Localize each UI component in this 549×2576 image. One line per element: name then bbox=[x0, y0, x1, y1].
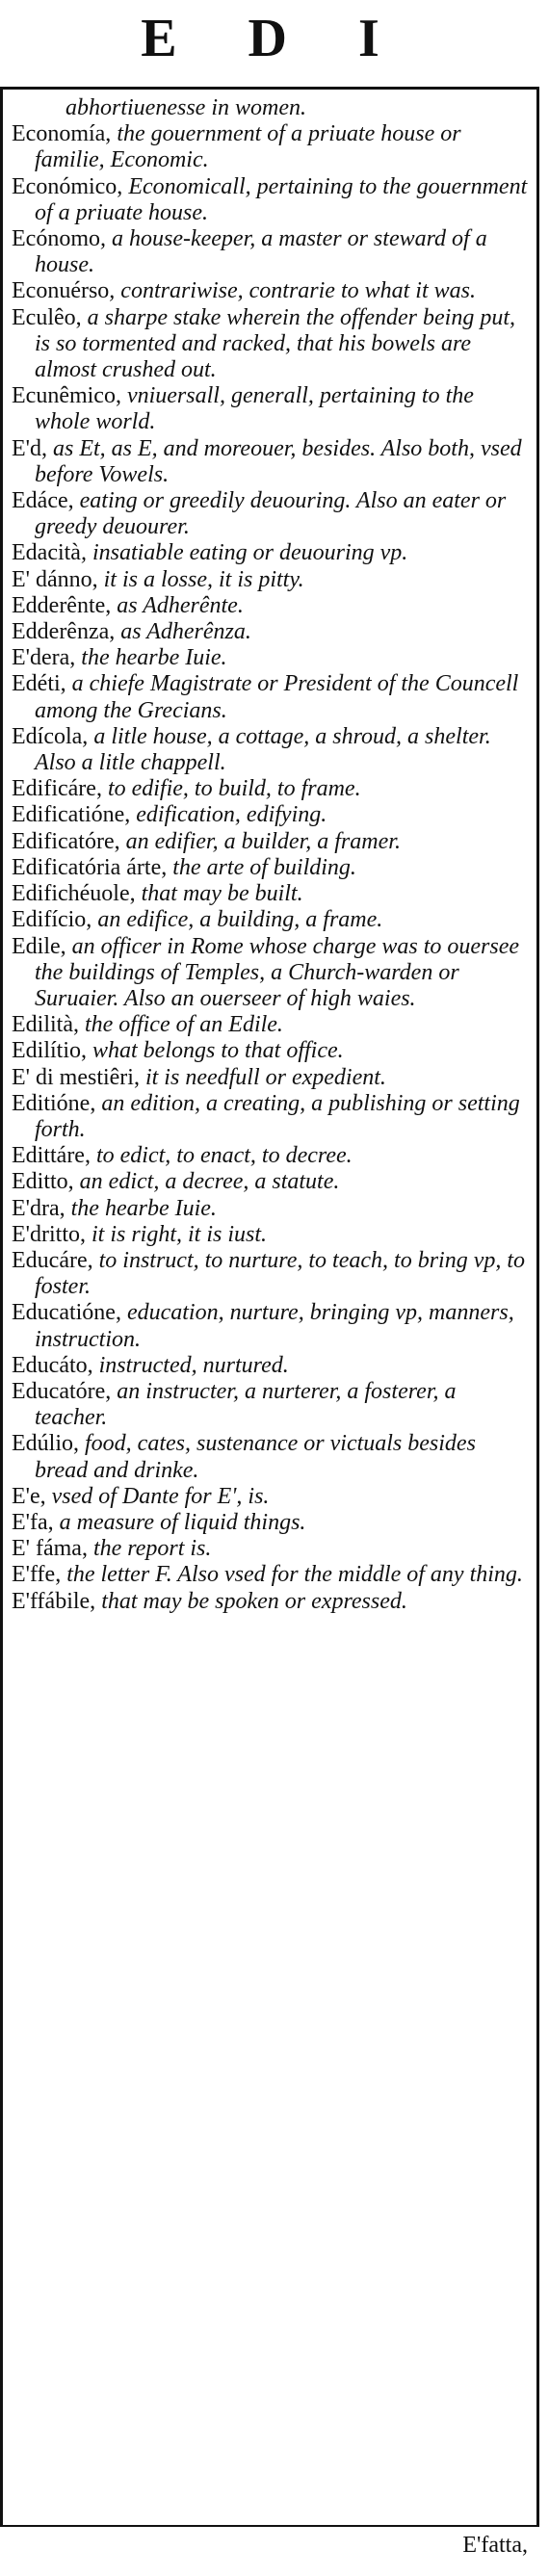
dictionary-entry bbox=[12, 305, 528, 384]
dictionary-entry bbox=[12, 174, 528, 226]
entry-headword: Educatóre, bbox=[12, 1378, 112, 1404]
dictionary-entry bbox=[12, 1589, 528, 1615]
entry-headword: Edáce, bbox=[12, 488, 74, 514]
dictionary-entry bbox=[12, 278, 528, 304]
entry-definition: an edict, a decree, a statute. bbox=[73, 1169, 340, 1195]
entry-headword: Edilítio, bbox=[12, 1038, 87, 1064]
dictionary-entry bbox=[12, 593, 528, 619]
entry-headword: E'e, bbox=[12, 1483, 46, 1509]
entry-headword: E'ffe, bbox=[12, 1562, 62, 1588]
entry-headword: Edilità, bbox=[12, 1012, 79, 1038]
entry-definition: education, nurture, bringing vp, manners, instruction. bbox=[35, 1300, 514, 1352]
dictionary-entry bbox=[12, 1065, 528, 1091]
dictionary-entry bbox=[12, 1510, 528, 1536]
entry-headword: Educáre, bbox=[12, 1247, 93, 1273]
entry-definition: the office of an Edile. bbox=[78, 1012, 283, 1038]
entry-definition: an edifier, a builder, a framer. bbox=[119, 828, 401, 854]
entry-definition: , a house-keeper, a master or steward of a house. bbox=[35, 226, 487, 278]
entry-definition: an instructer, a nurterer, a fosterer, a teacher. bbox=[35, 1378, 457, 1431]
entry-definition: to edifie, to build, to frame. bbox=[101, 776, 361, 802]
dictionary-entry bbox=[12, 383, 528, 435]
dictionary-entry bbox=[12, 488, 528, 540]
entry-definition: a measure of liquid things. bbox=[53, 1509, 306, 1535]
entry-headword: E' di mestiêri, bbox=[12, 1064, 140, 1090]
entry-definition: vsed of Dante for E', is. bbox=[45, 1483, 270, 1509]
dictionary-entry bbox=[12, 1012, 528, 1038]
entry-headword: E'dritto, bbox=[12, 1221, 86, 1247]
dictionary-entry bbox=[12, 724, 528, 776]
entry-headword: E'dera, bbox=[12, 645, 76, 671]
entry-headword: Editióne, bbox=[12, 1090, 96, 1116]
entry-definition: as Adherênza. bbox=[115, 619, 251, 645]
entry-headword: Edificáre, bbox=[12, 776, 102, 802]
entry-definition: as Et, as E, and moreouer, besides. Also both, vsed before Vowels. bbox=[35, 435, 522, 487]
entry-headword: Edéti, bbox=[12, 671, 66, 697]
dictionary-entry bbox=[12, 802, 528, 828]
entry-headword: Edifichéuole, bbox=[12, 881, 136, 907]
entry-definition: edification, edifying. bbox=[130, 802, 327, 828]
entry-definition: a chiefe Magistrate or President of the Councell among the Grecians. bbox=[35, 671, 519, 723]
entry-definition: to instruct, to nurture, to teach, to bring vp, to foster. bbox=[35, 1247, 526, 1300]
dictionary-entry bbox=[12, 776, 528, 802]
entry-definition: a sharpe stake wherein the offender being put, is so tormented and racked, that his bowels are almost crushed out. bbox=[35, 304, 516, 383]
dictionary-entry bbox=[12, 934, 528, 1013]
entry-definition: , insatiable eating or deuouring vp. bbox=[80, 540, 408, 566]
dictionary-entry bbox=[12, 1431, 528, 1483]
entry-headword: Edificatióne, bbox=[12, 802, 131, 828]
entry-definition: that may be spoken or expressed. bbox=[95, 1588, 407, 1614]
entry-headword: E' dánno, bbox=[12, 566, 98, 592]
entry-definition: , contrariwise, contrarie to what it was. bbox=[109, 278, 476, 304]
entry-definition: it is right, it is iust. bbox=[85, 1221, 268, 1247]
entry-headword: Edícola, bbox=[12, 723, 89, 749]
entry-headword: E' fáma, bbox=[12, 1536, 88, 1562]
entry-definition: an officer in Rome whose charge was to ouersee the buildings of Temples, a Church-warden or Suruaier. Also an ouerseer of high waies. bbox=[35, 933, 520, 1011]
dictionary-entry bbox=[12, 567, 528, 593]
dictionary-entry bbox=[12, 829, 528, 855]
entry-headword: Ecónomo bbox=[12, 226, 100, 252]
dictionary-entry bbox=[12, 619, 528, 645]
dictionary-entry bbox=[12, 540, 528, 566]
entry-list bbox=[12, 95, 528, 1615]
top-rule bbox=[0, 87, 539, 90]
entry-definition: as Adherênte. bbox=[111, 592, 244, 618]
entry-headword: Edacità bbox=[12, 540, 81, 566]
dictionary-entry bbox=[12, 1484, 528, 1510]
entry-headword: E'fa, bbox=[12, 1509, 54, 1535]
dictionary-entry bbox=[12, 1143, 528, 1169]
dictionary-entry bbox=[12, 1353, 528, 1379]
page-heading: E D I bbox=[141, 9, 408, 68]
entry-headword: E'dra, bbox=[12, 1195, 65, 1221]
dictionary-entry bbox=[12, 226, 528, 278]
entry-headword: Edile, bbox=[12, 933, 66, 959]
dictionary-entry bbox=[12, 881, 528, 907]
dictionary-entry bbox=[12, 855, 528, 881]
entry-headword: Edittáre, bbox=[12, 1143, 91, 1169]
dictionary-entry bbox=[12, 907, 528, 933]
entry-headword: Edderênte, bbox=[12, 592, 112, 618]
dictionary-entry bbox=[12, 1300, 528, 1352]
left-rule bbox=[0, 87, 3, 2527]
entry-definition: food, cates, sustenance or victuals besides bread and drinke. bbox=[35, 1431, 476, 1483]
entry-headword: Ecunêmico, bbox=[12, 383, 121, 409]
entry-definition: to edict, to enact, to decree. bbox=[90, 1143, 353, 1169]
entry-definition: instructed, nurtured. bbox=[92, 1352, 289, 1378]
entry-definition: what belongs to that office. bbox=[87, 1038, 344, 1064]
entry-headword: Educáto, bbox=[12, 1352, 93, 1378]
dictionary-entry bbox=[12, 1222, 528, 1248]
dictionary-entry bbox=[12, 121, 528, 173]
entry-headword: Edúlio, bbox=[12, 1431, 79, 1457]
entry-headword: Económico, bbox=[12, 173, 123, 199]
dictionary-entry bbox=[12, 1562, 528, 1588]
entry-definition: Economicall, pertaining to the gouernment of a priuate house. bbox=[35, 173, 528, 225]
entry-definition: the report is. bbox=[87, 1536, 212, 1562]
dictionary-entry bbox=[12, 1091, 528, 1143]
entry-definition: the gouernment of a priuate house or familie, Economic. bbox=[35, 121, 461, 173]
entry-headword: E'd, bbox=[12, 435, 47, 461]
dictionary-entry bbox=[12, 1169, 528, 1195]
entry-headword: Econuérso bbox=[12, 278, 110, 304]
entry-headword: Educatióne, bbox=[12, 1300, 121, 1326]
entry-definition: the hearbe Iuie. bbox=[65, 1195, 217, 1221]
entry-definition: it is needfull or expedient. bbox=[139, 1064, 386, 1090]
entry-definition: the arte of building. bbox=[167, 854, 356, 880]
entry-headword: Edifício, bbox=[12, 907, 92, 933]
dictionary-entry bbox=[12, 671, 528, 723]
dictionary-entry bbox=[12, 1248, 528, 1300]
dictionary-entry bbox=[12, 436, 528, 488]
dictionary-entry bbox=[12, 1379, 528, 1431]
entry-definition: that may be built. bbox=[135, 881, 303, 907]
entry-headword: Editto, bbox=[12, 1169, 74, 1195]
entry-definition: an edifice, a building, a frame. bbox=[92, 907, 383, 933]
dictionary-entry bbox=[12, 645, 528, 671]
entry-definition: an edition, a creating, a publishing or setting forth. bbox=[35, 1090, 520, 1142]
dictionary-entry bbox=[12, 95, 528, 121]
entry-definition: the letter F. Also vsed for the middle of any thing. bbox=[61, 1562, 523, 1588]
catchword: E'fatta, bbox=[462, 2533, 528, 2558]
entry-definition: a litle house, a cottage, a shroud, a shelter. Also a litle chappell. bbox=[35, 723, 491, 776]
entry-definition: vniuersall, generall, pertaining to the whole world. bbox=[35, 383, 474, 435]
right-rule bbox=[536, 87, 539, 2527]
entry-definition: the hearbe Iuie. bbox=[75, 645, 227, 671]
entry-headword: Edderênza, bbox=[12, 619, 116, 645]
entry-definition: eating or greedily deuouring. Also an eater or greedy deuourer. bbox=[35, 488, 507, 540]
entry-definition: it is a losse, it is pitty. bbox=[97, 566, 304, 592]
entry-headword: Economía, bbox=[12, 121, 112, 147]
dictionary-entry bbox=[12, 1536, 528, 1562]
dictionary-entry bbox=[12, 1038, 528, 1064]
entry-definition: abhortiuenesse in women. bbox=[65, 95, 306, 120]
bottom-rule bbox=[0, 2525, 539, 2527]
entry-headword: E'ffábile, bbox=[12, 1588, 96, 1614]
entry-headword: Edificatóre, bbox=[12, 828, 120, 854]
dictionary-entry bbox=[12, 1196, 528, 1222]
entry-headword: Eculêo, bbox=[12, 304, 82, 330]
entry-headword: Edificatória árte, bbox=[12, 854, 168, 880]
